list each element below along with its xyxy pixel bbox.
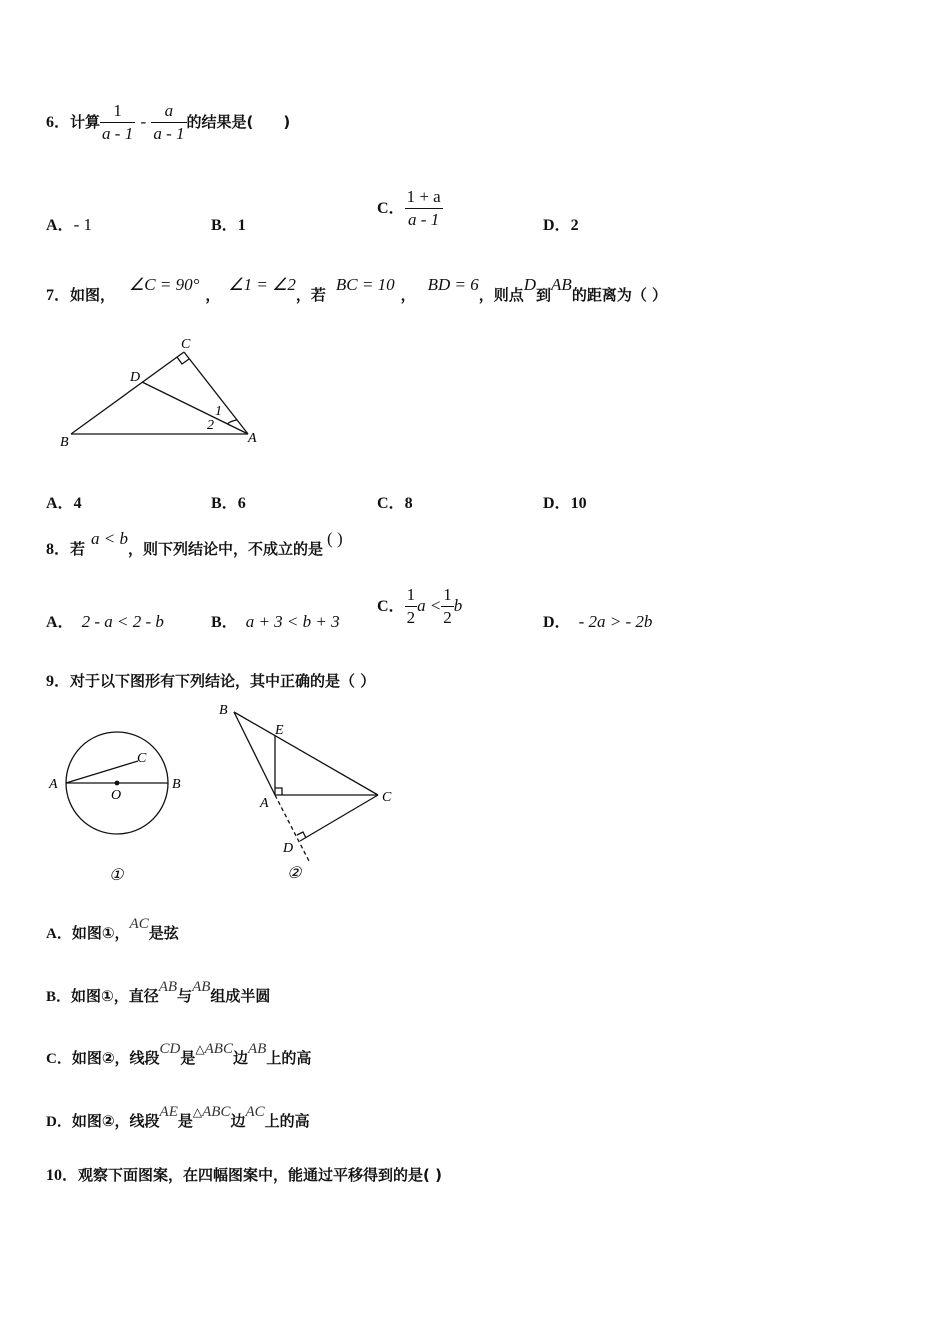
caption-2: ② bbox=[287, 865, 302, 882]
label-d: D bbox=[283, 841, 294, 856]
question-8: 8．若a < b，则下列结论中，不成立的是( ) bbox=[46, 529, 343, 558]
option-a[interactable]: A．4 bbox=[46, 495, 82, 512]
chord-ac bbox=[66, 761, 138, 783]
option-c[interactable]: C． $\frac{1}{2}$ a < $\frac{1}{2}$ b bbox=[377, 585, 463, 627]
center-dot bbox=[115, 781, 120, 786]
question-text: 计算 bbox=[70, 113, 101, 131]
option-b[interactable]: B．如图①，直径AB与AB组成半圆 bbox=[46, 979, 271, 1005]
condition-angles-equal: ∠1 = ∠2 bbox=[228, 275, 296, 294]
question-9: 9．对于以下图形有下列结论，其中正确的是（ ） bbox=[46, 672, 376, 690]
option-b[interactable]: B．6 bbox=[211, 495, 246, 512]
label-a: A bbox=[260, 796, 269, 811]
option-a[interactable]: A．- 1 bbox=[46, 215, 92, 234]
question-7: 7．如图，∠C = 90°，∠1 = ∠2，若BC = 10，BD = 6，则点D到AB的距离为（ ） bbox=[46, 275, 668, 304]
question-number: 8． bbox=[46, 541, 71, 558]
label-c: C bbox=[382, 790, 392, 805]
question-10: 10．观察下面图案，在四幅图案中，能通过平移得到的是( ) bbox=[46, 1166, 442, 1184]
option-c-fraction: $\frac{1 + a}{a - 1}$ bbox=[406, 187, 441, 229]
condition-bd: BD = 6 bbox=[427, 275, 479, 294]
q7-triangle-figure bbox=[55, 330, 275, 455]
label-e: E bbox=[275, 723, 284, 738]
label-o: O bbox=[111, 788, 122, 803]
label-2: 2 bbox=[207, 418, 214, 433]
option-d[interactable]: D．如图②，线段AE是△ABC边AC上的高 bbox=[46, 1104, 310, 1130]
label-c: C bbox=[181, 337, 191, 352]
label-b: B bbox=[60, 435, 69, 450]
option-d[interactable]: D．10 bbox=[543, 495, 587, 512]
fraction-2: $\frac{a}{a - 1}$ bbox=[153, 101, 185, 143]
paren-close: ) bbox=[283, 113, 291, 131]
angle-arc bbox=[227, 420, 237, 424]
label-b: B bbox=[172, 777, 181, 792]
fraction-1: $\frac{1}{a - 1}$ bbox=[102, 101, 134, 143]
condition-angle-c: ∠C = 90° bbox=[129, 275, 200, 294]
segment-ca bbox=[184, 352, 248, 434]
segment-cd bbox=[300, 795, 378, 841]
label-a: A bbox=[248, 431, 257, 446]
caption-1: ① bbox=[109, 867, 124, 884]
option-b[interactable]: B． a + 3 < b + 3 bbox=[211, 612, 340, 631]
option-d[interactable]: D．2 bbox=[543, 217, 579, 234]
option-a[interactable]: A． 2 - a < 2 - b bbox=[46, 612, 164, 631]
label-b: B bbox=[219, 703, 228, 718]
option-d[interactable]: D． - 2a > - 2b bbox=[543, 612, 653, 631]
condition: a < b bbox=[91, 529, 129, 548]
right-angle-a bbox=[275, 788, 282, 795]
segment-bc bbox=[234, 712, 378, 795]
answer-paren: ( ) bbox=[327, 529, 343, 548]
option-c[interactable]: C．如图②，线段CD是△ABC边AB上的高 bbox=[46, 1041, 312, 1067]
option-b[interactable]: B．1 bbox=[211, 217, 246, 234]
question-number: 6． bbox=[46, 114, 71, 131]
option-c[interactable]: C．8 bbox=[377, 495, 413, 512]
question-6: 6．计算 $\frac{1}{a - 1}$ - $\frac{a}{a - 1}$ 的结果是( ) bbox=[46, 101, 291, 143]
option-a[interactable]: A．如图①，AC是弦 bbox=[46, 916, 179, 942]
q9-circle-figure bbox=[45, 725, 195, 890]
segment-da bbox=[142, 382, 248, 434]
q9-triangle-figure bbox=[215, 700, 405, 890]
right-angle-mark bbox=[177, 357, 189, 364]
question-text: 的结果是( bbox=[186, 113, 254, 131]
right-angle-d bbox=[297, 832, 306, 838]
label-a: A bbox=[49, 777, 58, 792]
question-number: 9． bbox=[46, 673, 71, 690]
question-number: 10． bbox=[46, 1167, 79, 1184]
question-number: 7． bbox=[46, 287, 71, 304]
option-c[interactable]: C． $\frac{1 + a}{a - 1}$ bbox=[377, 187, 441, 229]
label-1: 1 bbox=[215, 404, 222, 419]
label-d: D bbox=[130, 370, 141, 385]
label-c: C bbox=[137, 751, 147, 766]
condition-bc: BC = 10 bbox=[335, 275, 395, 294]
segment-bc bbox=[71, 352, 184, 434]
